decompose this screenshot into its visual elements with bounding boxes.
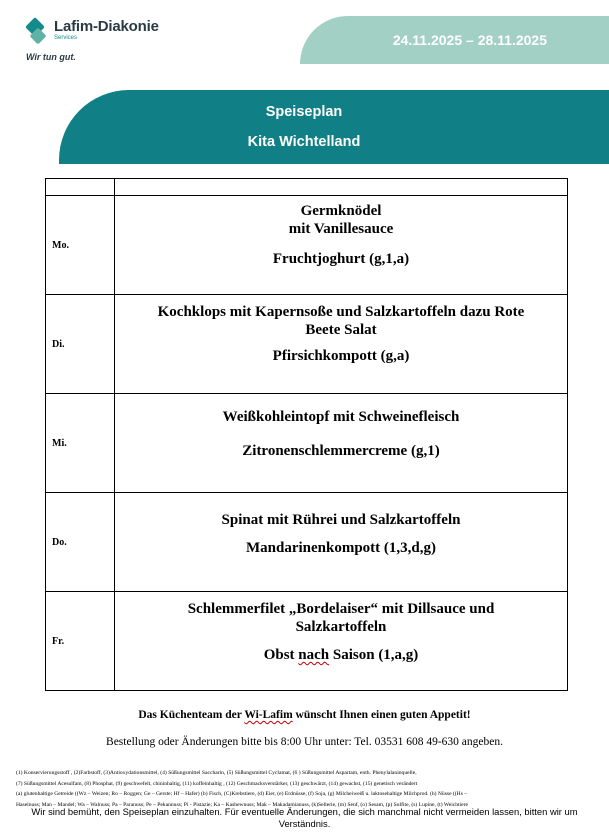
dish-side: Fruchtjoghurt (g,1,a) [272,251,410,267]
dish-cell [115,394,568,493]
table-row [46,196,568,295]
date-range: 24.11.2025 – 28.11.2025 [392,32,547,48]
additives-line: (1) Konservierungsstoff , (2)Farbstoff, (3)Antioxydationsmittel, (4) Süßungsmittel Saccharin, (5) Süßungsmittel Cyclamat, (6 ) Süßungsmittel Aspartam, enth. Phenylalaninquelle, [16,770,417,776]
day-label: Di. [46,295,115,394]
page-title: Speiseplan [265,104,343,120]
appetit-message [0,709,609,721]
day-label: Fr. [46,592,115,691]
date-band [300,16,609,64]
logo-subtitle: Services [54,35,78,41]
logo-name: Lafim-Diakonie [54,18,159,35]
dish-side-part: Saison (1,a,g) [329,647,419,663]
dish-main-line: Germknödel [300,203,382,219]
logo-mark-icon [26,18,48,48]
additives-legend [16,768,594,810]
table-header-row [46,179,568,196]
dish-main-line: Spinat mit Rührei und Salzkartoffeln [221,512,461,528]
dish-main-line: Schlemmerfilet „Bordelaiser“ mit Dillsauce und [187,601,495,617]
additives-line: (a) glutenhaltige Getreide ((Wz – Weizen; Ro – Roggen; Ge – Gerste; Hf – Hafer) (b) Fisch, (C)Krebstiere, (d) Eier, (e) Erdnüsse, (f) Soja, (g) Milcheiweiß u. laktosehaltige Milchprod. (h) Nüsse ((Hs – [16,791,468,797]
additives-line: Haselnuss; Man – Mandel; Wa – Walnuss; Pa – Paranuss; Pe – Pekannuss; Pi - Pistazie; Ka – Kashewnuss; Mak – Makadamianuss, (k)Sellerie, (m) Senf, (o) Sesam, (p) Sulfite, (s) Lupine, (t) Weichtiere [16,801,468,808]
logo-slogan: Wir tun gut. [26,52,76,62]
dish-main-line: Kochklops mit Kapernsoße und Salzkartoffeln dazu Rote [157,304,525,320]
dish-side: Pfirsichkompott (g,a) [272,348,410,364]
table-row [46,493,568,592]
table-row [46,295,568,394]
appetit-part: Das Küchenteam der [138,709,245,721]
appetit-part: wünscht Ihnen einen guten Appetit! [292,709,471,721]
company-logo [26,18,159,48]
dish-main-line: Beete Salat [305,322,377,338]
dish-main-line: Salzkartoffeln [295,619,387,635]
dish-side: Mandarinenkompott (1,3,d,g) [245,540,436,556]
dish-side-part: Obst [263,647,299,663]
table-row [46,592,568,691]
day-label: Mi. [46,394,115,493]
day-label: Mo. [46,196,115,295]
dish-main-line: mit Vanillesauce [288,221,394,237]
day-label: Do. [46,493,115,592]
dish-side: Zitronenschlemmercreme (g,1) [242,443,440,459]
additives-line: (7) Süßungsmittel Acesulfam, (8) Phosphat, (9) geschwefelt, chininhaltig, (11) koffeinhaltig , (12) Geschmacksverstärker, (13) geschwärzt, (14) gewachst, (15) genetisch verändert [16,780,418,787]
order-info: Bestellung oder Änderungen bitte bis 8:00 Uhr unter: Tel. 03531 608 49-630 angeben. [106,736,503,748]
header-cell-dish [115,179,568,196]
dish-side-part: nach [298,647,330,663]
dish-cell [115,592,568,691]
menu-table [45,178,568,691]
page-subtitle: Kita Wichtelland [247,134,361,150]
dish-main-line: Weißkohleintopf mit Schweinefleisch [222,409,460,425]
title-band [59,90,609,164]
dish-cell [115,493,568,592]
table-row [46,394,568,493]
appetit-part: Wi-Lafim [244,709,293,721]
header-cell-day [46,179,115,196]
dish-side [115,646,567,664]
dish-cell [115,196,568,295]
disclaimer-note: Wir sind bemüht, den Speiseplan einzuhalten. Für eventuelle Änderungen, die sich manchmal nicht vermeiden lassen, bitten wir um Verständnis. [31,806,578,829]
dish-cell [115,295,568,394]
